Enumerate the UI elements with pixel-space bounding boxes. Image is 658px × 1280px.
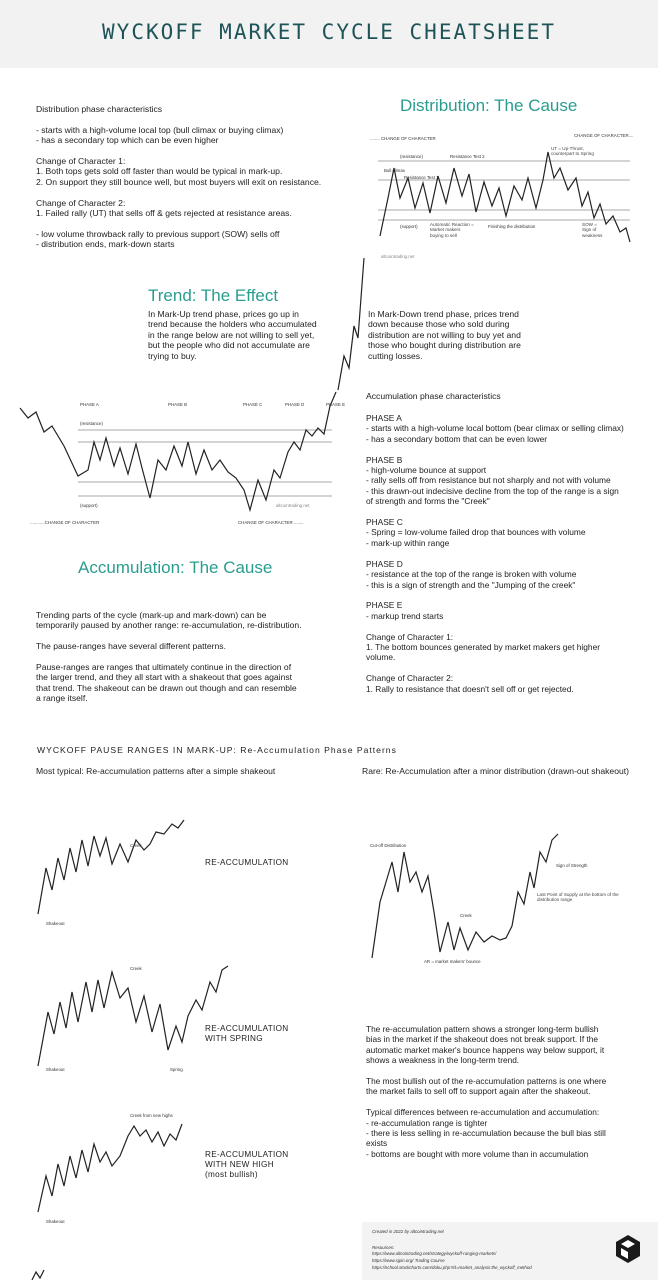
pause-section-title: WYCKOFF PAUSE RANGES IN MARK-UP: Re-Accumulation Phase Patterns xyxy=(37,745,397,755)
page-title: WYCKOFF MARKET CYCLE CHEATSHEET xyxy=(102,20,556,44)
dist-resistance-label: (resistance) xyxy=(400,154,423,159)
logo-icon xyxy=(615,1234,641,1264)
acc-resistance-label: (resistance) xyxy=(80,421,103,426)
distribution-chart xyxy=(368,128,638,268)
p2-label: RE-ACCUMULATION WITH SPRING xyxy=(205,1024,289,1043)
dist-finishing: Finishing the distribution xyxy=(488,224,536,229)
bottom-edge-chart-fragment xyxy=(30,1268,70,1280)
accumulation-heading: Accumulation: The Cause xyxy=(78,558,273,577)
dist-bull-climax: Bull climax xyxy=(384,168,405,173)
p2-shakeout: Shakeout xyxy=(46,1067,65,1072)
rare-cutoff-label: Cut-off Distribution xyxy=(370,843,407,848)
p2-creek: Creek xyxy=(130,966,142,971)
phase-a-label: PHASE A xyxy=(80,402,99,407)
phase-e-label: PHASE E xyxy=(326,402,346,407)
rare-lps-label: Last Point of Supply at the bottom of the distribution range xyxy=(537,892,619,903)
markdown-text: In Mark-Down trend phase, prices trend down because those who sold during distribution are not willing to buy yet and those who bought during distribution are cutting losses. xyxy=(368,309,521,361)
footer-resources-title: Resources: xyxy=(372,1245,395,1250)
accumulation-characteristics-title: Accumulation phase characteristics xyxy=(366,391,501,401)
acc-watermark: altcointrading.net xyxy=(276,503,310,508)
dist-resistance-test-1: Resistance Test 1 xyxy=(404,175,439,180)
dist-watermark: altcointrading.net xyxy=(381,254,415,259)
rare-creek-label: Creek xyxy=(460,913,472,918)
acc-coc-right: CHANGE OF CHARACTER ........ xyxy=(238,520,304,525)
phase-c-label: PHASE C xyxy=(243,402,263,407)
dist-sow-label: SOW = Sign of weakness xyxy=(582,222,603,238)
reaccumulation-chart-2 xyxy=(36,962,236,1072)
footer-resource-link-3[interactable]: https://school.stockcharts.com/doku.php?id=market_analysis:the_wyckoff_method xyxy=(372,1265,532,1270)
acc-support-label: (support) xyxy=(80,503,98,508)
acc-coc-left: ............CHANGE OF CHARACTER xyxy=(30,520,100,525)
phase-d-label: PHASE D xyxy=(285,402,305,407)
p3-creek: Creek from new highs xyxy=(130,1113,173,1118)
dist-support-label: (support) xyxy=(400,224,418,229)
accumulation-chart xyxy=(18,390,358,520)
p3-shakeout: Shakeout xyxy=(46,1219,65,1224)
pause-explanation: The re-accumulation pattern shows a stronger long-term bullish bias in the market if the shakeout does not break support. If the automatic market maker's bounce happens way below support, it shows a weakness in the long-term trend. The most bullish out of the re-accumulation patterns is one where the market fails to sell off to support again after the shakeout. Typical differences between re-accumulation and accumulation: - re-accumulation range is tighter - there is less selling in re-accumulation because the bull bias still exists - bottoms are bought with more volume than in accumulation xyxy=(366,1024,607,1159)
p1-creek: Creek xyxy=(130,843,142,848)
distribution-characteristics: Distribution phase characteristics - starts with a high-volume local top (bull climax or buying climax) - has a secondary top which can be even higher Change of Character 1: 1. Both tops gets sold off faster than would be typical in mark-up. 2. On support they still bounce well, but most buyers will exit on resistance. Change of Character 2: 1. Failed rally (UT) that sells off & gets rejected at resistance areas. - low volume throwback rally to previous support (SOW) sells off - distribution ends, mark-down starts xyxy=(36,104,322,250)
markup-text: In Mark-Up trend phase, prices go up in trend because the holders who accumulated in the range below are not willing to sell yet, but the people who did not accumulate are trying to buy. xyxy=(148,309,317,361)
p1-label: RE-ACCUMULATION xyxy=(205,858,289,867)
pause-intro-text: Trending parts of the cycle (mark-up and mark-down) can be temporarily paused by another range: re-accumulation, re-distribution. The pause-ranges have several different patterns. Pause-ranges are ranges that ultimately continue in the direction of the larger trend, and they all start with a shakeout that goes against that trend. The shakeout can be drawn out though and can resemble a range itself. xyxy=(36,610,302,704)
typical-title: Most typical: Re-accumulation patterns after a simple shakeout xyxy=(36,766,276,776)
rare-ar-label: AR = market makers' bounce xyxy=(424,959,481,964)
p3-label: RE-ACCUMULATION WITH NEW HIGH (most bullish) xyxy=(205,1150,289,1179)
dist-automatic-reaction: Automatic Reaction = Market makers buying to sell xyxy=(430,222,474,238)
rare-sos-label: Sign of Strength xyxy=(556,863,588,868)
trend-heading: Trend: The Effect xyxy=(148,286,279,305)
phase-b-label: PHASE B xyxy=(168,402,188,407)
accumulation-phases: PHASE A - starts with a high-volume local bottom (bear climax or selling climax) - has a secondary bottom that can be even lower PHASE B - high-volume bounce at support - rally sells off from resistance but not sharply and not with volume - this drawn-out indecisive decline from the top of the range is a sign of strength and forms the "Creek" PHASE C - Spring = low-volume failed drop that bounces with volume - mark-up within range PHASE D - resistance at the top of the range is broken with volume - this is a sign of strength and the "Jumping of the creek" PHASE E - markup trend starts Change of Character 1: 1. The bottom bounces generated by market makers get higher volume. Change of Character 2: 1. Rally to resistance that doesn't sell off or get rejected. xyxy=(366,413,624,694)
p1-shakeout: Shakeout xyxy=(46,921,65,926)
dist-resistance-test-2: Resistance Test 2 xyxy=(450,154,485,159)
rare-title: Rare: Re-Accumulation after a minor distribution (drawn-out shakeout) xyxy=(362,766,630,776)
p2-spring: Spring xyxy=(170,1067,183,1072)
reaccumulation-chart-1 xyxy=(36,818,191,918)
dist-coc-right: CHANGE OF CHARACTER.... xyxy=(574,133,634,138)
dist-ut-label: UT = Up-Thrust, counterpart to Spring xyxy=(551,146,594,157)
reaccumulation-chart-3 xyxy=(36,1116,186,1216)
trend-connector-line xyxy=(336,256,366,392)
footer-resource-link-2[interactable]: https://www.sjpin.org/ Trading Course xyxy=(372,1258,445,1263)
footer-resource-link-1[interactable]: https://www.altcointrading.net/strategy/wyckoff-ranging-markets/ xyxy=(372,1251,497,1256)
footer-created: Created in 2022 by altcointrading.net xyxy=(372,1229,444,1234)
distribution-heading: Distribution: The Cause xyxy=(400,96,578,115)
dist-coc-left: ........ CHANGE OF CHARACTER xyxy=(370,136,436,141)
